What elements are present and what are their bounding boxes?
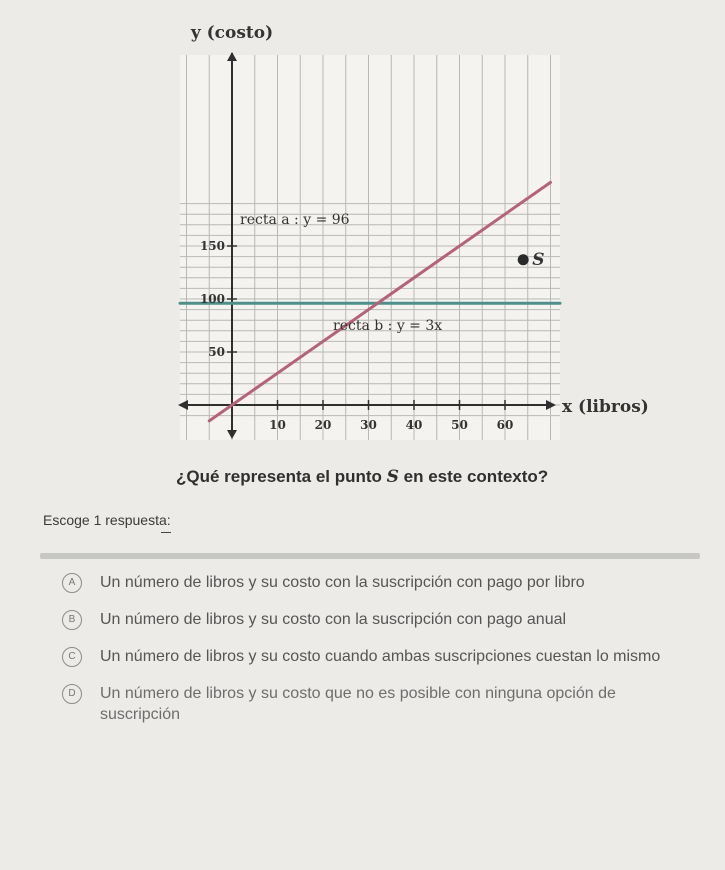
question-variable: S bbox=[386, 467, 399, 487]
option-a[interactable] bbox=[62, 572, 692, 593]
x-tick-label: 40 bbox=[405, 418, 423, 432]
option-b-radio[interactable]: B bbox=[62, 610, 82, 630]
option-c-text: Un número de libros y su costo cuando ambas suscripciones cuestan lo mismo bbox=[100, 648, 661, 665]
option-d-text: Un número de libros y su costo que no es posible con ninguna opción de suscripción bbox=[100, 685, 616, 723]
y-tick-label: 150 bbox=[199, 239, 225, 253]
point-s bbox=[518, 254, 529, 265]
option-b-text: Un número de libros y su costo con la suscripción con pago anual bbox=[100, 611, 567, 628]
y-axis-title: y (costo) bbox=[190, 23, 274, 43]
option-a-text: Un número de libros y su costo con la suscripción con pago por libro bbox=[100, 574, 585, 591]
plot-background bbox=[180, 55, 560, 440]
graph-grid bbox=[180, 55, 560, 440]
y-tick-label: 50 bbox=[208, 345, 225, 359]
y-tick-label: 100 bbox=[199, 292, 225, 306]
option-d[interactable] bbox=[62, 683, 692, 725]
x-tick-label: 20 bbox=[314, 418, 332, 432]
x-tick-label: 30 bbox=[360, 418, 377, 432]
x-axis-title: x (libros) bbox=[562, 397, 649, 417]
option-a-radio[interactable]: A bbox=[62, 573, 82, 593]
answer-options bbox=[62, 572, 692, 741]
question-suffix: en este contexto? bbox=[398, 467, 549, 486]
line-b-label: recta b : y = 3x bbox=[333, 318, 443, 334]
divider bbox=[40, 553, 700, 559]
option-d-radio[interactable]: D bbox=[62, 684, 82, 704]
x-tick-label: 10 bbox=[269, 418, 286, 432]
answer-instruction: Escoge 1 respuesta: bbox=[43, 512, 171, 528]
x-tick-label: 60 bbox=[496, 418, 514, 432]
option-b[interactable] bbox=[62, 609, 692, 630]
option-c-radio[interactable]: C bbox=[62, 647, 82, 667]
question-text bbox=[176, 467, 548, 487]
line-a-label: recta a : y = 96 bbox=[240, 212, 350, 228]
question-prefix: ¿Qué representa el punto bbox=[176, 467, 387, 486]
point-s-label: S bbox=[532, 249, 545, 270]
x-tick-label: 50 bbox=[451, 418, 468, 432]
option-c[interactable] bbox=[62, 646, 692, 667]
